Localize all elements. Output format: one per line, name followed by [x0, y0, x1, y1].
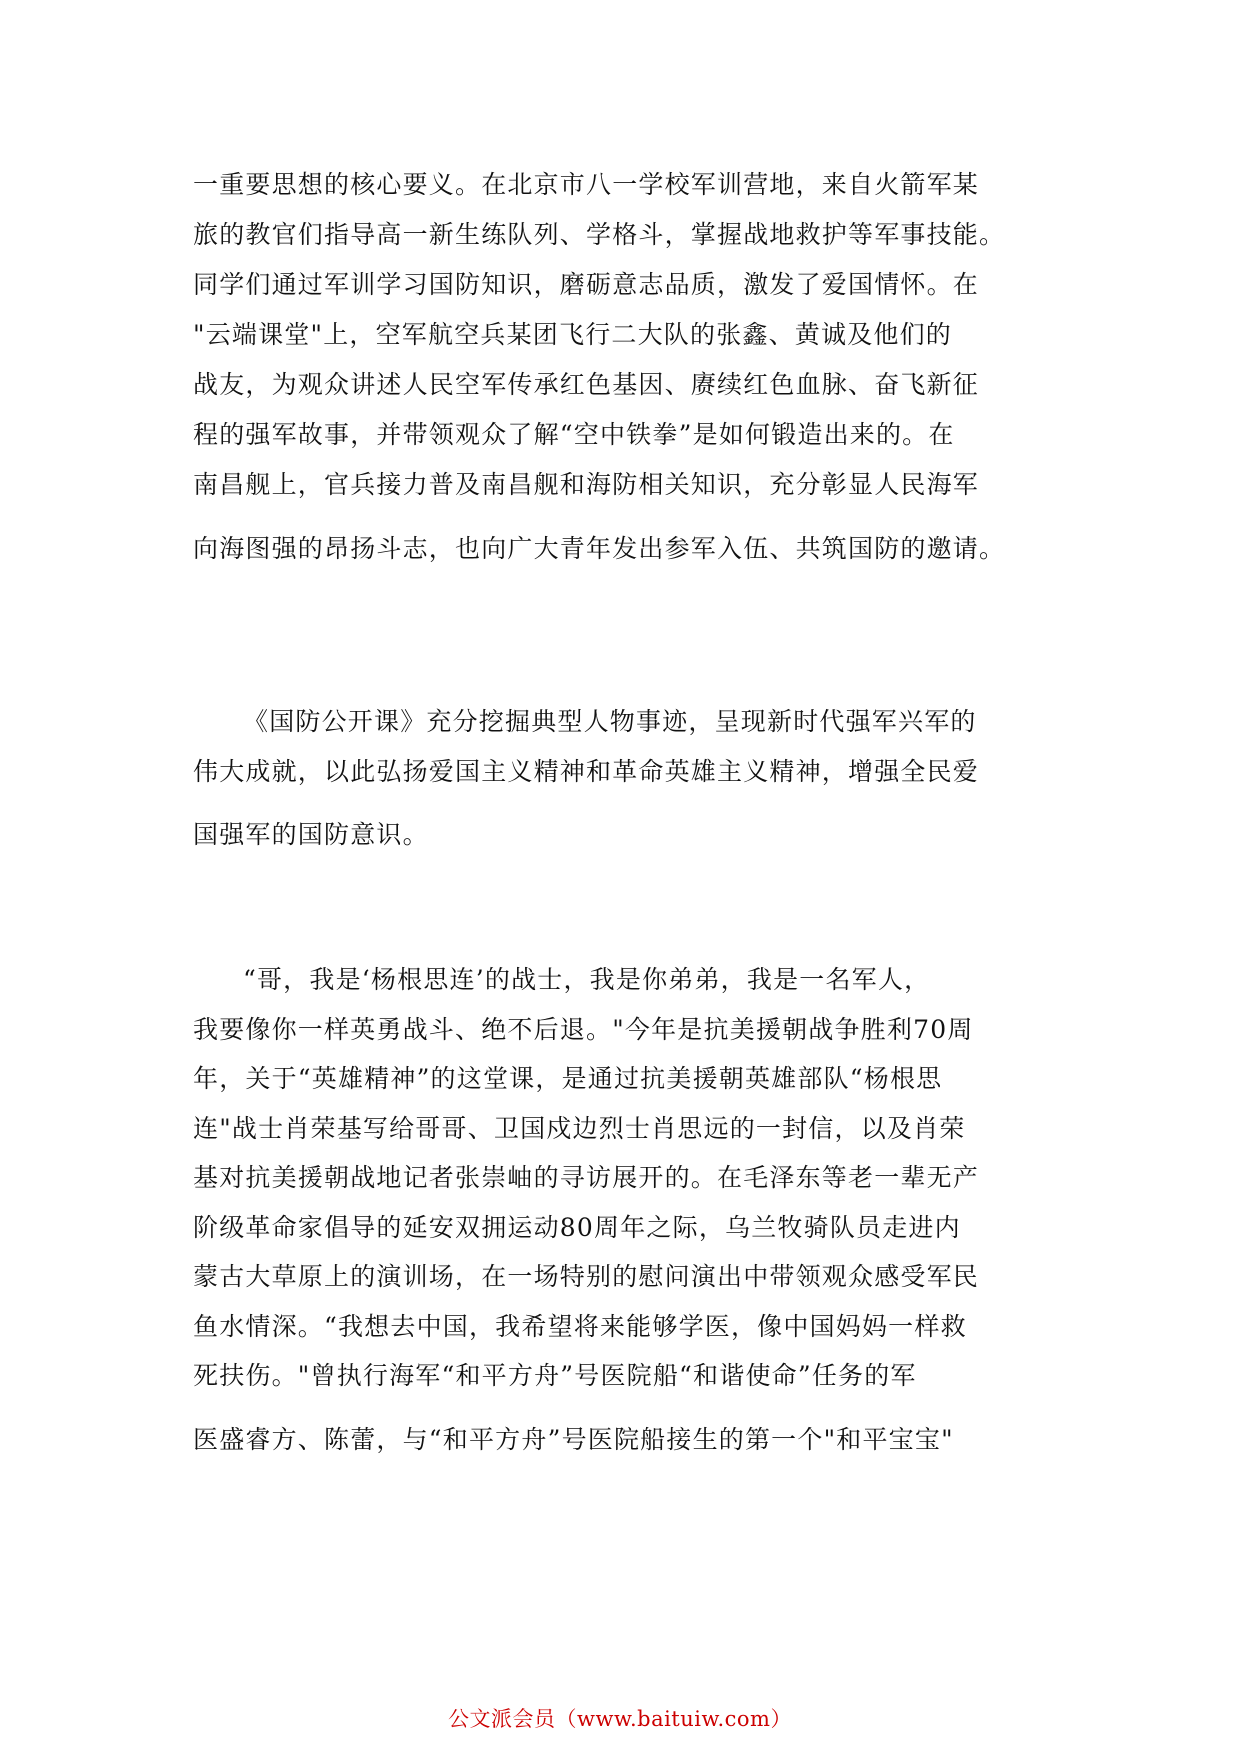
- text-line: “哥，我是‘杨根思连’的战士，我是你弟弟，我是一名军人，: [243, 965, 931, 994]
- text-line: 年，关于“英雄精神”的这堂课，是通过抗美援朝英雄部队“杨根思: [193, 1064, 943, 1093]
- text-line: 伟大成就，以此弘扬爱国主义精神和革命英雄主义精神，增强全民爱: [193, 756, 980, 786]
- text-line: 阶级革命家倡导的延安双拥运动80周年之际，乌兰牧骑队员走进内: [193, 1212, 961, 1242]
- text-line: 程的强军故事，并带领观众了解“空中铁拳”是如何锻造出来的。在: [193, 420, 955, 449]
- text-line: 向海图强的昂扬斗志，也向广大青年发出参军入伍、共筑国防的邀请。: [193, 534, 1006, 563]
- text-line: 战友，为观众讲述人民空军传承红色基因、赓续红色血脉、奋飞新征: [193, 370, 980, 399]
- text-line: 连"战士肖荣基写给哥哥、卫国戍边烈士肖思远的一封信，以及肖荣: [193, 1113, 966, 1143]
- text-line: 鱼水情深。“我想去中国，我希望将来能够学医，像中国妈妈一样救: [193, 1311, 967, 1341]
- text-line: 一重要思想的核心要义。在北京市八一学校军训营地，来自火箭军某: [193, 170, 980, 199]
- text-line: "云端课堂"上，空军航空兵某团飞行二大队的张鑫、黄诚及他们的: [193, 320, 953, 349]
- text-line: 旅的教官们指导高一新生练队列、学格斗，掌握战地救护等军事技能。: [193, 220, 1006, 249]
- text-line: 死扶伤。"曾执行海军“和平方舟”号医院船“和谐使命”任务的军: [193, 1361, 917, 1390]
- footer-watermark: 公文派会员（www.baituiw.com）: [448, 1707, 792, 1731]
- text-line: 国强军的国防意识。: [193, 820, 429, 849]
- paragraph-2: [193, 697, 1053, 860]
- text-line: 我要像你一样英勇战斗、绝不后退。"今年是抗美援朝战争胜利70周: [193, 1014, 974, 1044]
- text-line: 《国防公开课》充分挖掘典型人物事迹，呈现新时代强军兴军的: [243, 707, 977, 736]
- paragraph-1: [193, 160, 1053, 574]
- text-line: 同学们通过军训学习国防知识，磨砺意志品质，激发了爱国情怀。在: [193, 270, 980, 299]
- text-line: 南昌舰上，官兵接力普及南昌舰和海防相关知识，充分彰显人民海军: [193, 470, 980, 499]
- text-line: 医盛睿方、陈蕾，与“和平方舟”号医院船接生的第一个"和平宝宝": [193, 1424, 954, 1454]
- text-line: 蒙古大草原上的演训场，在一场特别的慰问演出中带领观众感受军民: [193, 1262, 980, 1291]
- paragraph-3: [193, 955, 1053, 1464]
- text-line: 基对抗美援朝战地记者张崇岫的寻访展开的。在毛泽东等老一辈无产: [193, 1163, 980, 1192]
